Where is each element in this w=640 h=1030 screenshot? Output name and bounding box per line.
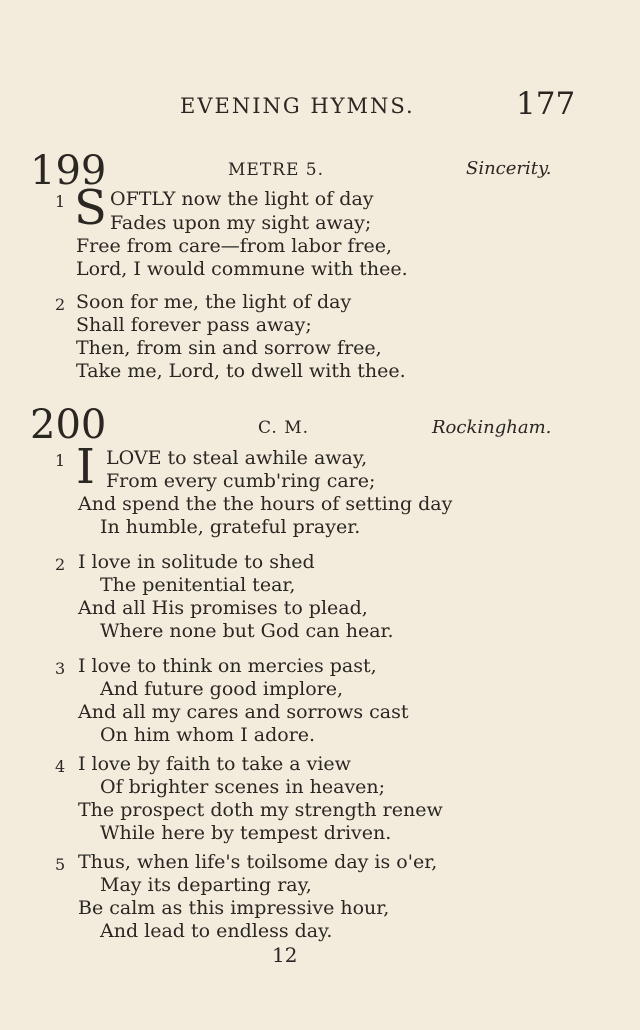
verse-line: And spend the the hours of setting day	[78, 493, 453, 515]
page-number: 177	[516, 86, 576, 122]
verse-line: The penitential tear,	[100, 574, 296, 596]
verse-line: I love by faith to take a view	[78, 753, 351, 775]
hymn-number: 199	[30, 148, 107, 194]
verse-line: I love in solitude to shed	[78, 551, 315, 573]
verse-line: And all my cares and sorrows cast	[78, 701, 409, 723]
signature-mark: 12	[272, 943, 298, 967]
hymn-tune: Sincerity.	[466, 158, 552, 179]
verse-line: And all His promises to plead,	[78, 597, 368, 619]
verse-number: 2	[55, 555, 66, 574]
verse-line: While here by tempest driven.	[100, 822, 392, 844]
verse-number: 1	[55, 451, 66, 470]
verse-line: I love to think on mercies past,	[78, 655, 377, 677]
hymn-metre: C. M.	[258, 418, 310, 438]
verse-number: 3	[55, 659, 66, 678]
verse-number: 4	[55, 757, 66, 776]
verse-line: LOVE to steal awhile away,	[106, 447, 368, 469]
verse-line: Shall forever pass away;	[76, 314, 312, 336]
verse-line: Soon for me, the light of day	[76, 291, 352, 313]
verse-line: Where none but God can hear.	[100, 620, 394, 642]
verse-line: And future good implore,	[100, 678, 344, 700]
verse-line: Of brighter scenes in heaven;	[100, 776, 386, 798]
verse-line: May its departing ray,	[100, 874, 312, 896]
hymn-metre: METRE 5.	[228, 160, 324, 180]
verse-number: 5	[55, 855, 66, 874]
verse-line: Free from care—from labor free,	[76, 235, 393, 257]
verse-number: 1	[55, 192, 66, 211]
verse-number: 2	[55, 295, 66, 314]
hymn-number: 200	[30, 402, 107, 448]
verse-line: Thus, when life's toilsome day is o'er,	[78, 851, 438, 873]
verse-line: Be calm as this impressive hour,	[78, 897, 390, 919]
verse-line: Lord, I would commune with thee.	[76, 258, 408, 280]
verse-line: From every cumb'ring care;	[106, 470, 376, 492]
running-header: EVENING HYMNS.	[180, 94, 415, 118]
verse-line: OFTLY now the light of day	[110, 188, 374, 210]
verse-line: Fades upon my sight away;	[110, 212, 372, 234]
verse-line: Then, from sin and sorrow free,	[76, 337, 382, 359]
verse-line: Take me, Lord, to dwell with thee.	[76, 360, 406, 382]
verse-line: In humble, grateful prayer.	[100, 516, 361, 538]
hymn-tune: Rockingham.	[432, 417, 552, 438]
verse-line: The prospect doth my strength renew	[78, 799, 443, 821]
verse-line: On him whom I adore.	[100, 724, 316, 746]
drop-cap: I	[76, 439, 95, 495]
verse-line: And lead to endless day.	[100, 920, 333, 942]
drop-cap: S	[74, 180, 107, 236]
